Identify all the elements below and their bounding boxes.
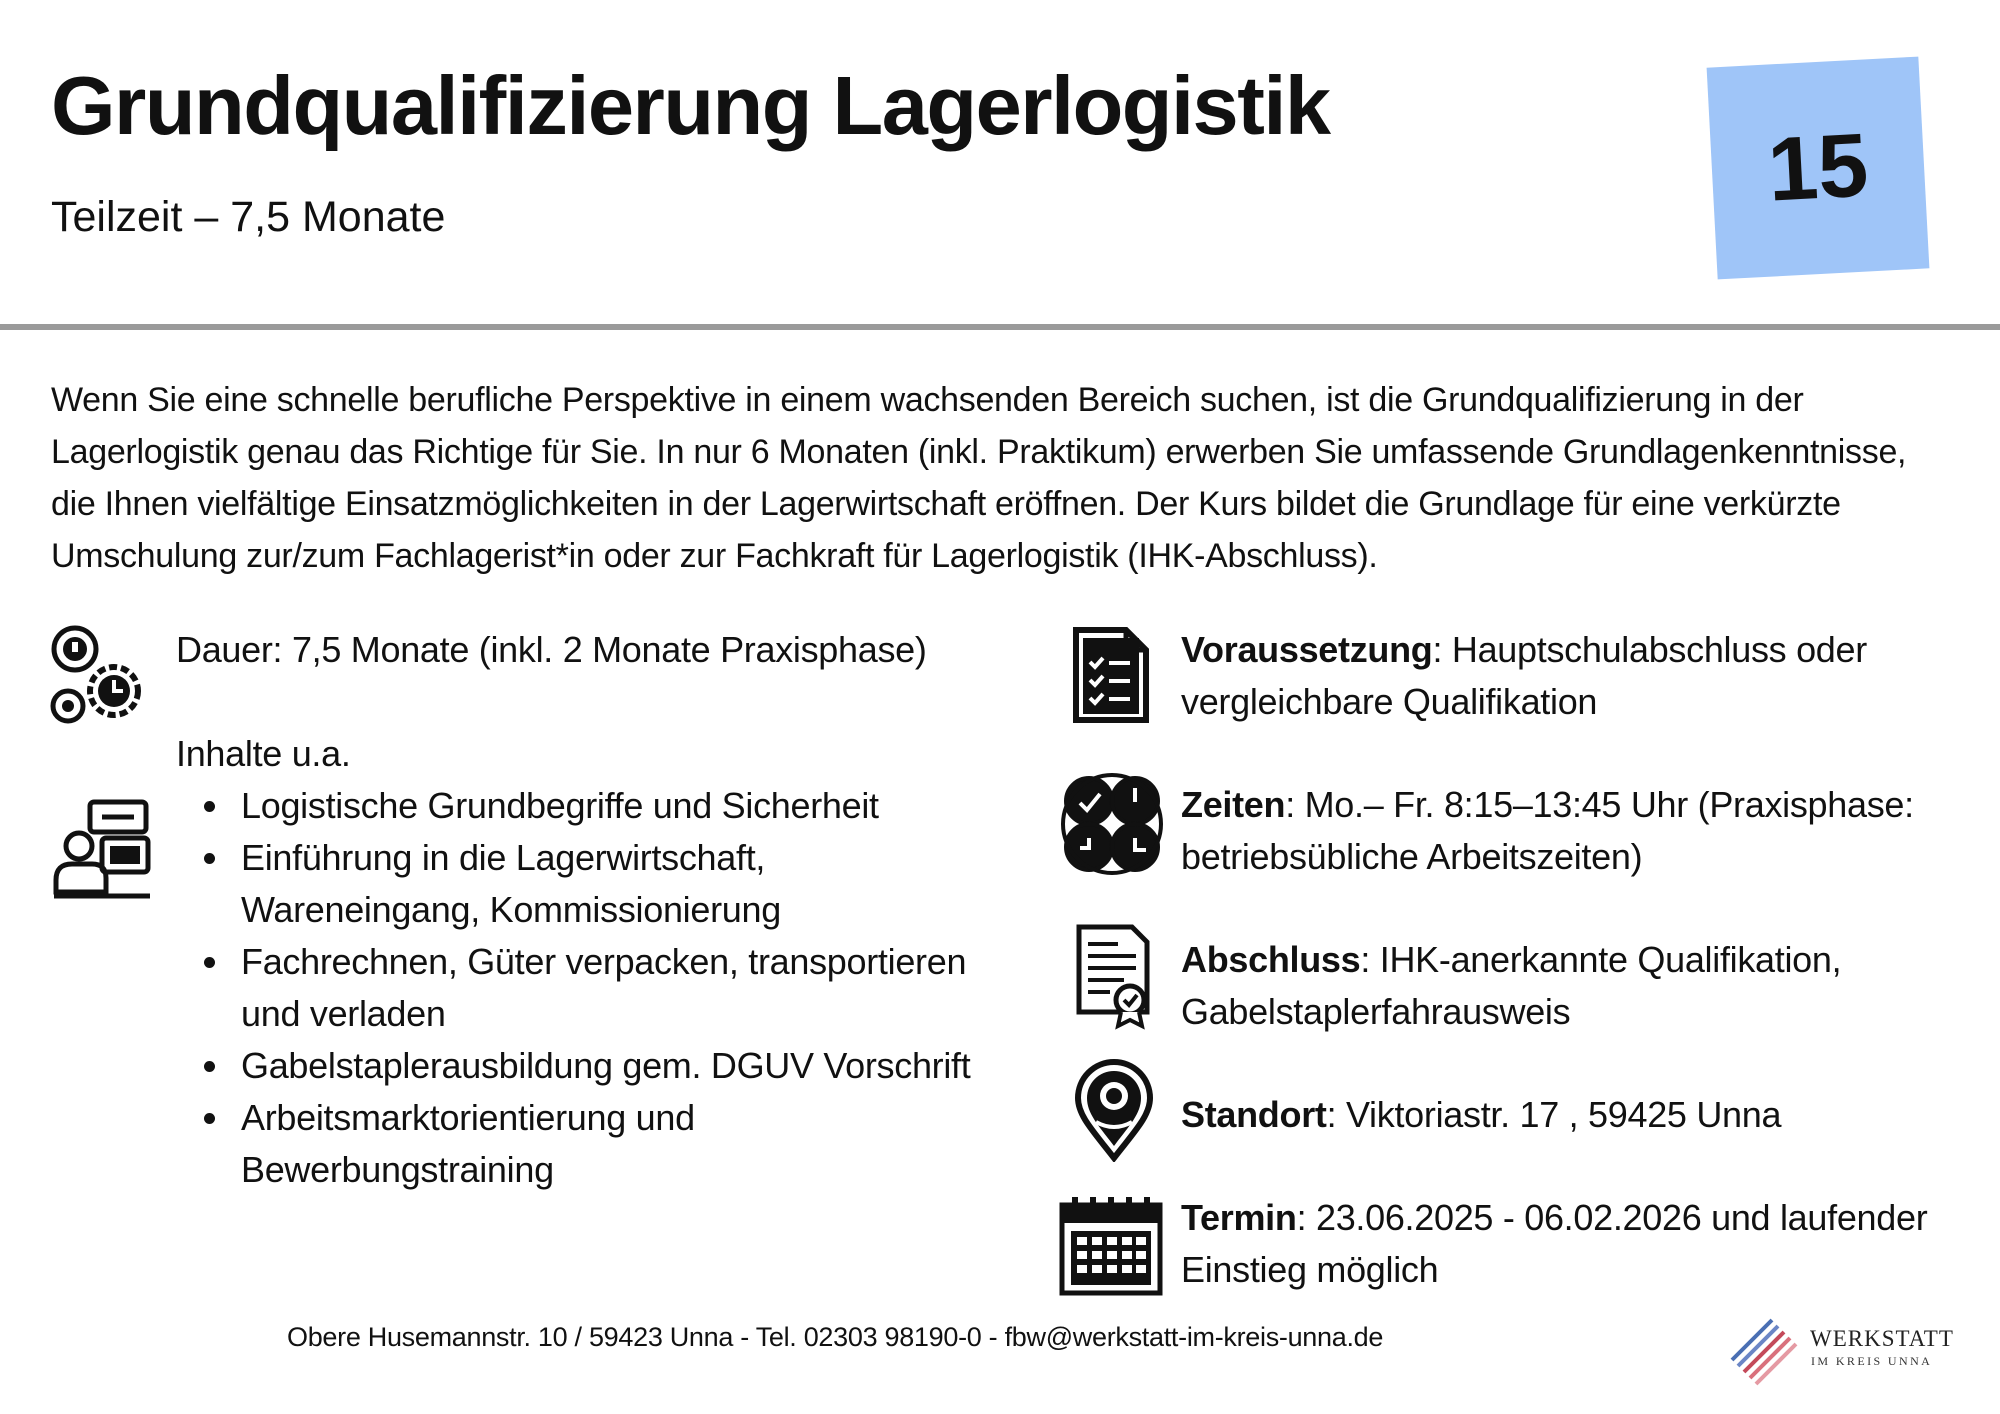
list-item: Gabelstaplerausbildung gem. DGUV Vorschrift	[196, 1040, 986, 1092]
certificate-text: : IHK-anerkannte Qualifikation, Gabelstaplerfahrausweis	[1181, 939, 1842, 1032]
logo-name: WERKSTATT	[1810, 1326, 1954, 1351]
header-divider	[0, 324, 2000, 330]
course-number-badge	[1707, 57, 1930, 280]
times-text: : Mo.– Fr. 8:15–13:45 Uhr (Praxisphase: betriebsübliche Arbeitszeiten)	[1181, 784, 1914, 877]
certificate-icon	[1074, 922, 1152, 1030]
times-label: Zeiten	[1181, 784, 1286, 825]
clock-gears-icon	[50, 624, 154, 728]
list-item: Fachrechnen, Güter verpacken, transportieren und verladen	[196, 936, 986, 1040]
list-item: Einführung in die Lagerwirtschaft, Wareneingang, Kommissionierung	[196, 832, 986, 936]
location-label: Standort	[1181, 1094, 1327, 1135]
presentation-person-icon	[50, 798, 154, 902]
duration-text: Dauer: 7,5 Monate (inkl. 2 Monate Praxisphase)	[176, 629, 927, 670]
clocks-icon	[1060, 772, 1164, 876]
date-label: Termin	[1181, 1197, 1297, 1238]
prerequisite-label: Voraussetzung	[1181, 629, 1433, 670]
course-number: 15	[1765, 114, 1871, 221]
location-text: : Viktoriastr. 17 , 59425 Unna	[1326, 1094, 1782, 1135]
location-pin-icon	[1074, 1058, 1154, 1162]
werkstatt-logo	[1728, 1312, 1954, 1386]
prerequisite-info	[1181, 624, 1961, 728]
date-text: : 23.06.2025 - 06.02.2026 und laufender Einstieg möglich	[1181, 1197, 1928, 1290]
prerequisite-text: : Hauptschulabschluss oder vergleichbare Qualifikation	[1181, 629, 1867, 722]
contents-label: Inhalte u.a.	[176, 733, 351, 774]
footer-contact: Obere Husemannstr. 10 / 59423 Unna - Tel. 02303 98190-0 - fbw@werkstatt-im-kreis-unna.de	[287, 1322, 1384, 1352]
logo-subtitle: IM KREIS UNNA	[1811, 1354, 1933, 1368]
list-item: Arbeitsmarktorientierung und Bewerbungstraining	[196, 1092, 986, 1196]
calendar-icon	[1058, 1195, 1164, 1297]
date-info	[1181, 1192, 1961, 1296]
location-info	[1181, 1089, 1961, 1141]
page-subtitle: Teilzeit – 7,5 Monate	[51, 193, 446, 241]
contents-list	[196, 780, 986, 1196]
page-title: Grundqualifizierung Lagerlogistik	[51, 59, 1330, 152]
times-info	[1181, 779, 1961, 883]
list-item: Logistische Grundbegriffe und Sicherheit	[196, 780, 986, 832]
logo-stripes-icon	[1728, 1312, 1802, 1386]
document-checklist-icon	[1070, 624, 1152, 726]
certificate-label: Abschluss	[1181, 939, 1361, 980]
certificate-info	[1181, 934, 1961, 1038]
intro-paragraph: Wenn Sie eine schnelle berufliche Perspektive in einem wachsenden Bereich suchen, ist die Grundqualifizierung in der Lagerlogistik genau das Richtige für Sie. In nur 6 Monaten (inkl. Praktikum) erwerben Sie umfassende Grundlagenkenntnisse, die Ihnen vielfältige Einsatzmöglichkeiten in der Lagerwirtschaft eröffnen. Der Kurs bildet die Grundlage für eine verkürzte Umschulung zur/zum Fachlagerist*in oder zur Fachkraft für Lagerlogistik (IHK-Abschluss).	[51, 381, 1907, 575]
